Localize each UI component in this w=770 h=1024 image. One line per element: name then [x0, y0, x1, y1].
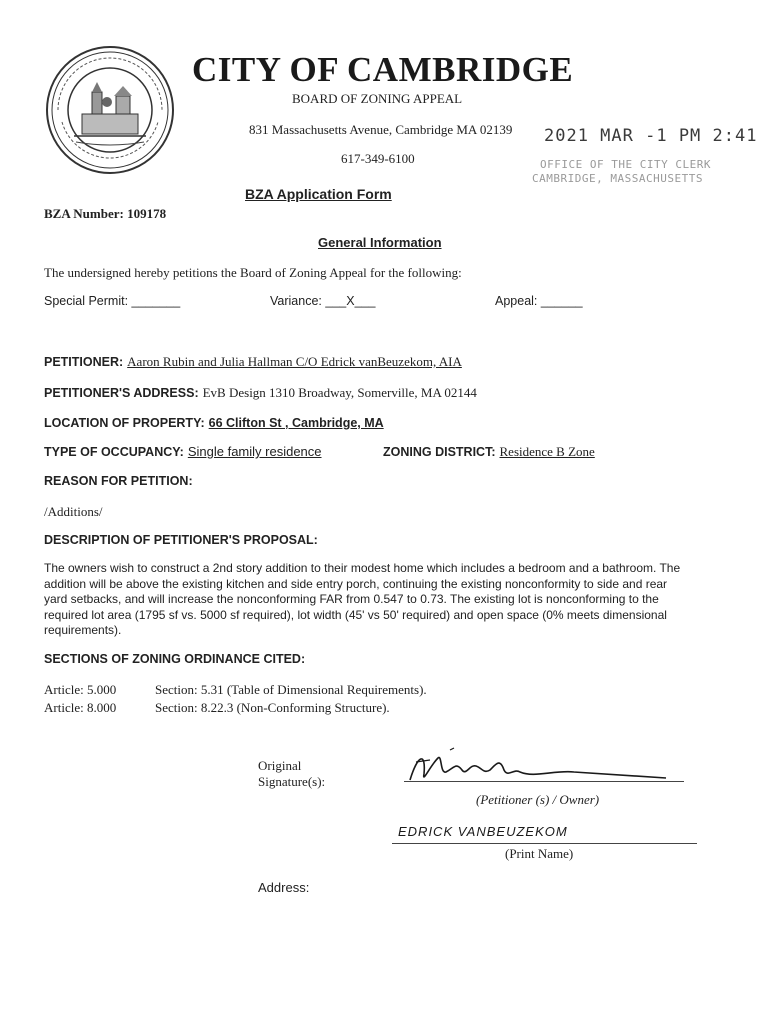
bza-number-label: BZA Number: — [44, 206, 124, 221]
city-seal-logo — [44, 44, 176, 176]
print-name-caption: (Print Name) — [505, 846, 574, 861]
variance-field — [270, 294, 375, 308]
location-row — [44, 414, 384, 432]
petitioner-address-row — [44, 384, 477, 402]
appeal-value: ______ — [540, 294, 583, 308]
occupancy-row — [44, 443, 322, 461]
petitioner-label: PETITIONER: — [44, 355, 124, 369]
signature-line — [404, 781, 684, 782]
appeal-field — [495, 294, 583, 308]
cited-article: Article: 5.000 — [44, 682, 117, 697]
occupancy-label: TYPE OF OCCUPANCY: — [44, 445, 184, 459]
handwritten-signature — [404, 744, 694, 792]
bza-number-value: 109178 — [127, 206, 167, 221]
received-stamp-city: CAMBRIDGE, MASSACHUSETTS — [532, 172, 703, 185]
petition-intro-text: The undersigned hereby petitions the Board of Zoning Appeal for the following: — [44, 265, 462, 280]
board-name: BOARD OF ZONING APPEAL — [292, 91, 463, 106]
zoning-district-row — [383, 443, 595, 461]
appeal-label: Appeal: — [495, 294, 538, 308]
petitioner-address-value: EvB Design 1310 Broadway, Somerville, MA 02144 — [202, 385, 477, 400]
cited-article: Article: 8.000 — [44, 700, 117, 715]
general-information-heading: General Information — [318, 235, 442, 250]
zoning-district-value: Residence B Zone — [499, 444, 595, 459]
reason-heading: REASON FOR PETITION: — [44, 474, 193, 488]
zoning-district-label: ZONING DISTRICT: — [383, 445, 496, 459]
printed-name-handwritten: EDRICK VANBEUZEKOM — [398, 824, 568, 839]
bza-number — [44, 206, 166, 222]
reason-value: /Additions/ — [44, 504, 103, 519]
variance-label: Variance: — [270, 294, 322, 308]
variance-value: ___X___ — [325, 294, 376, 308]
location-label: LOCATION OF PROPERTY: — [44, 416, 205, 430]
received-stamp-date: 2021 MAR -1 PM 2:41 — [544, 126, 758, 146]
cited-section: Section: 5.31 (Table of Dimensional Requirements). — [155, 682, 427, 697]
form-title: BZA Application Form — [245, 186, 392, 202]
occupancy-value: Single family residence — [187, 444, 322, 459]
description-heading: DESCRIPTION OF PETITIONER'S PROPOSAL: — [44, 533, 318, 547]
petitioner-value: Aaron Rubin and Julia Hallman C/O Edrick vanBeuzekom, AIA — [127, 354, 462, 369]
petitioner-owner-caption: (Petitioner (s) / Owner) — [476, 792, 600, 807]
petitioner-row — [44, 353, 462, 371]
board-address: 831 Massachusetts Avenue, Cambridge MA 02139 — [249, 122, 513, 137]
city-title: CITY OF CAMBRIDGE — [192, 50, 574, 89]
petitioner-address-label: PETITIONER'S ADDRESS: — [44, 386, 199, 400]
signer-address-label: Address: — [258, 880, 310, 895]
original-signature-label: Original — [258, 758, 302, 773]
cited-section: Section: 8.22.3 (Non-Conforming Structure). — [155, 700, 390, 715]
special-permit-field — [44, 294, 180, 308]
sections-cited-heading: SECTIONS OF ZONING ORDINANCE CITED: — [44, 652, 306, 666]
board-phone: 617-349-6100 — [341, 151, 415, 166]
description-text: The owners wish to construct a 2nd story addition to their modest home which includes a bedroom and a bathroom. The addition will be above the existing kitchen and side entry porch, continuing the existing nonconformity to side and rear yard setbacks, and will increase the nonconforming FAR from 0.547 to 0.73. The existing lot is nonconforming to the required lot area (1795 sf vs. 5000 sf required), lot width (45' vs 50' required) and open space (0% meets dimensional requirements). — [44, 561, 681, 637]
received-stamp-office: OFFICE OF THE CITY CLERK — [540, 158, 711, 171]
original-signature-label-2: Signature(s): — [258, 774, 326, 789]
location-value: 66 Clifton St , Cambridge, MA — [208, 416, 384, 430]
special-permit-label: Special Permit: — [44, 294, 129, 308]
special-permit-value: _______ — [131, 294, 181, 308]
print-name-line — [392, 843, 697, 844]
